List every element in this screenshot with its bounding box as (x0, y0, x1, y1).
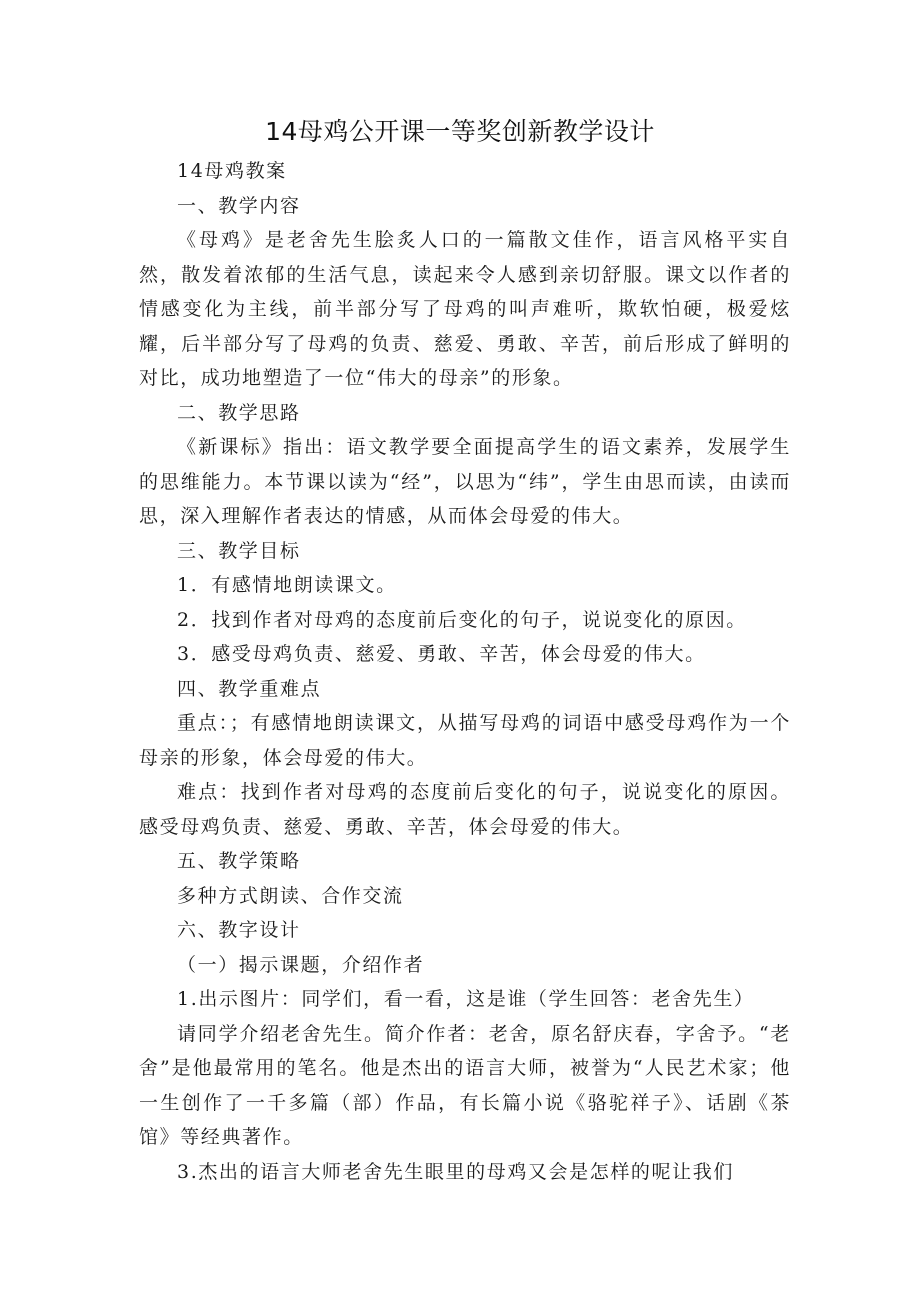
paragraph-strategy: 多种方式朗读、合作交流 (177, 884, 404, 907)
document-title: 14母鸡公开课一等奖创新教学设计 (265, 117, 655, 146)
paragraph-key-point: 重点：；有感情地朗读课文，从描写母鸡的词语中感受母鸡作为一个母亲的形象，体会母爱的伟大。 (139, 712, 791, 769)
goal-item-1: 1．有感情地朗读课文。 (177, 574, 397, 596)
paragraph-content: 《母鸡》是老舍先生脍炙人口的一篇散文佳作，语言风格平实自然，散发着浓郁的生活气息，读起来令人感到亲切舒服。课文以作者的情感变化为主线，前半部分写了母鸡的叫声难听，欺软怕硬，极爱炫耀，后半部分写了母鸡的负责、慈爱、勇敢、辛苦，前后形成了鲜明的对比，成功地塑造了一位“伟大的母亲”的形象。 (139, 229, 791, 389)
paragraph-step-3: 3.杰出的语言大师老舍先生眼里的母鸡又会是怎样的呢让我们 (177, 1160, 734, 1183)
section-heading-key-points: 四、教学重难点 (177, 677, 322, 700)
document-body (139, 154, 791, 1189)
section-heading-strategy: 五、教学策略 (177, 850, 301, 872)
section-heading-content: 一、教学内容 (177, 194, 301, 217)
lesson-plan-heading: 14母鸡教案 (177, 160, 287, 182)
subsection-heading-intro: （一）揭示课题，介绍作者 (177, 953, 425, 976)
section-heading-design: 六、教字设计 (177, 919, 301, 941)
section-heading-approach: 二、教学思路 (177, 401, 301, 424)
section-heading-goals: 三、教学目标 (177, 539, 301, 562)
paragraph-approach: 《新课标》指出：语文教学要全面提高学生的语文素养，发展学生的思维能力。本节课以读为“经”，以思为“纬”，学生由思而读，由读而思，深入理解作者表达的情感，从而体会母爱的伟大。 (139, 436, 791, 527)
paragraph-difficult-point: 难点：找到作者对母鸡的态度前后变化的句子，说说变化的原因。感受母鸡负责、慈爱、勇敢、辛苦，体会母爱的伟大。 (139, 781, 791, 838)
paragraph-step-1: 1.出示图片：同学们，看一看，这是谁（学生回答：老舍先生） (177, 988, 755, 1010)
goal-item-2: 2．找到作者对母鸡的态度前后变化的句子，说说变化的原因。 (177, 608, 747, 631)
paragraph-author-intro: 请同学介绍老舍先生。简介作者：老舍，原名舒庆春，字舍予。“老舍”是他最常用的笔名。他是杰出的语言大师，被誉为“人民艺术家；他一生创作了一千多篇（部）作品，有长篇小说《骆驼祥子》、话剧《茶馆》等经典著作。 (139, 1022, 791, 1148)
goal-item-3: 3．感受母鸡负责、慈爱、勇敢、辛苦，体会母爱的伟大。 (177, 643, 706, 665)
